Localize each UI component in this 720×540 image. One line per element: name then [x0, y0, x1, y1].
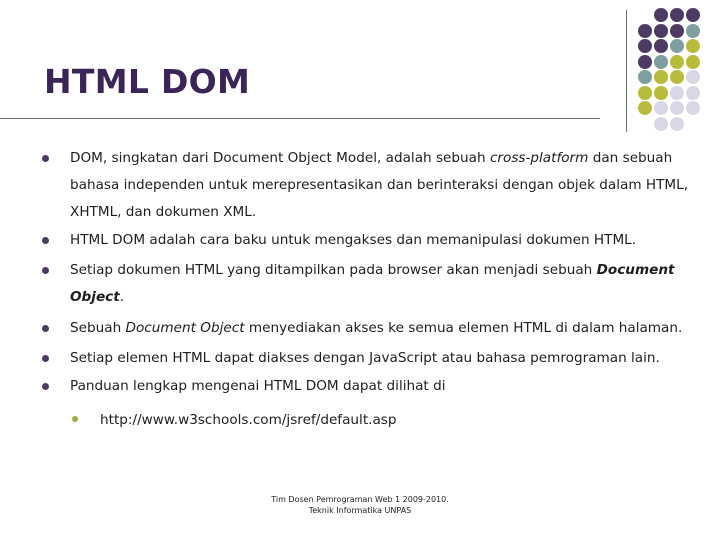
decoration-dot: [654, 24, 668, 38]
decoration-dot: [638, 55, 652, 69]
decoration-dot: [670, 8, 684, 22]
bullet-icon: [42, 267, 49, 274]
decoration-dot: [670, 86, 684, 100]
title-divider: [0, 118, 600, 119]
footer: [0, 494, 720, 516]
bullet-text-line: Setiap dokumen HTML yang ditampilkan pada browser akan menjadi sebuah Document: [70, 262, 675, 278]
bullet-text-line: Panduan lengkap mengenai HTML DOM dapat dilihat di: [70, 378, 446, 394]
bullet-text-line: Object.: [70, 289, 125, 305]
vertical-divider: [626, 10, 627, 132]
footer-line-1: Tim Dosen Pemrograman Web 1 2009-2010.: [271, 495, 449, 504]
decoration-dot: [654, 55, 668, 69]
bullet-icon: [42, 237, 49, 244]
sub-bullet-icon: [72, 416, 78, 422]
bullet-text-line: HTML DOM adalah cara baku untuk mengakses dan memanipulasi dokumen HTML.: [70, 232, 637, 248]
bullet-text-line: Sebuah Document Object menyediakan akses ke semua elemen HTML di dalam halaman.: [70, 320, 683, 336]
decoration-dot: [670, 24, 684, 38]
decoration-dot: [638, 70, 652, 84]
bullet-icon: [42, 355, 49, 362]
footer-line-2: Teknik Informatika UNPAS: [308, 506, 412, 515]
decoration-dot: [670, 55, 684, 69]
decoration-dot: [638, 86, 652, 100]
decoration-dot: [670, 117, 684, 131]
decoration-dot: [686, 101, 700, 115]
decoration-dot: [638, 101, 652, 115]
bullet-icon: [42, 325, 49, 332]
slide-title: HTML DOM: [44, 62, 251, 101]
decoration-dot: [670, 101, 684, 115]
bullet-text-line: bahasa independen untuk merepresentasikan dan berinteraksi dengan objek dalam HTML,: [70, 177, 689, 193]
decoration-dot: [686, 55, 700, 69]
decoration-dot: [654, 101, 668, 115]
decoration-dot: [654, 39, 668, 53]
decoration-dot: [686, 39, 700, 53]
bullet-icon: [42, 383, 49, 390]
decoration-dot: [686, 8, 700, 22]
decoration-dot: [686, 86, 700, 100]
decoration-dot: [638, 24, 652, 38]
decoration-dot: [654, 70, 668, 84]
sub-bullet-link[interactable]: http://www.w3schools.com/jsref/default.asp: [100, 412, 397, 428]
decoration-dot: [638, 39, 652, 53]
bullet-text-line: Setiap elemen HTML dapat diakses dengan JavaScript atau bahasa pemrograman lain.: [70, 350, 660, 366]
bullet-text-line: XHTML, dan dokumen XML.: [70, 204, 257, 220]
bullet-text-line: DOM, singkatan dari Document Object Model, adalah sebuah cross-platform dan sebuah: [70, 150, 673, 166]
decoration-dot: [654, 8, 668, 22]
decoration-dot: [670, 39, 684, 53]
decoration-dot: [686, 24, 700, 38]
decoration-dot: [686, 70, 700, 84]
decoration-dot: [670, 70, 684, 84]
decoration-dot: [654, 117, 668, 131]
bullet-icon: [42, 155, 49, 162]
decoration-dot: [654, 86, 668, 100]
